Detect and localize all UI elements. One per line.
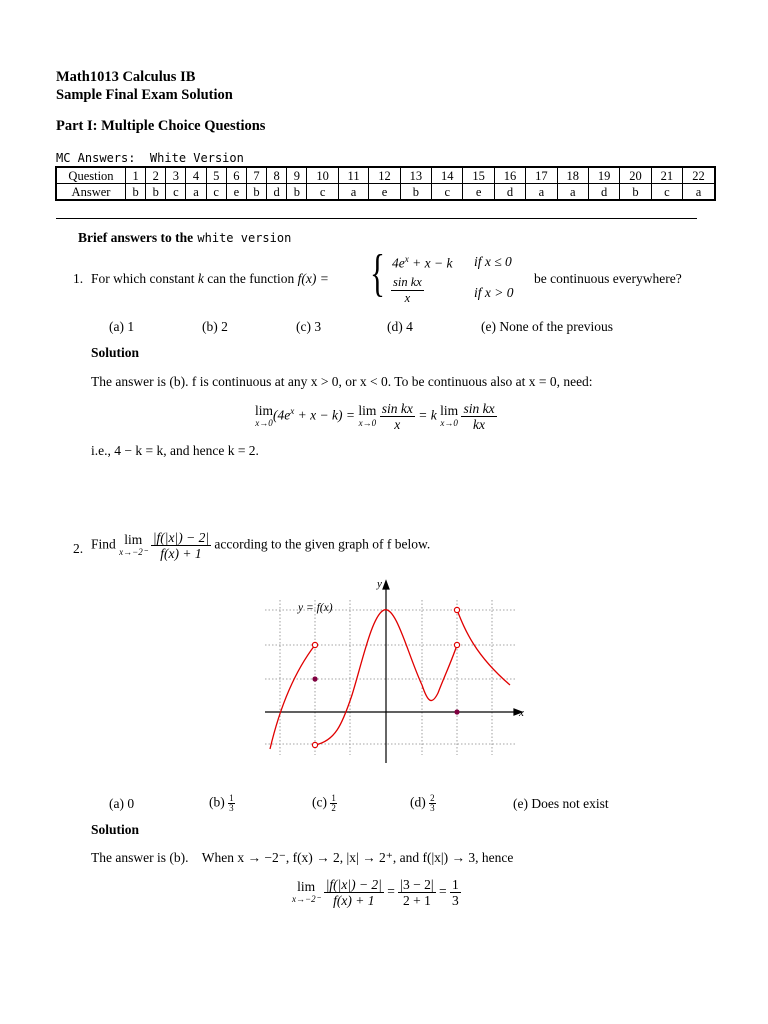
- brief-answers-heading: [78, 230, 291, 246]
- mc-answer-cell: a: [557, 184, 588, 201]
- q2-lim-sub: x→−2⁻: [119, 546, 148, 557]
- q1-solution-heading: Solution: [91, 345, 140, 360]
- brief-version: white version: [197, 231, 292, 245]
- q1-prompt-end: be continuous everywhere?: [534, 271, 682, 286]
- mc-answer-cell: a: [683, 184, 715, 201]
- q1-option-b: (b) 2: [202, 319, 228, 334]
- mc-answer-cell: c: [432, 184, 463, 201]
- closed-point: [454, 709, 459, 714]
- q1-eq-left-rest: + x − k) =: [294, 407, 355, 423]
- q2-number: 2.: [73, 541, 84, 556]
- q2-final-sub: x→−2⁻: [292, 893, 321, 904]
- q2-option-b-label: (b): [209, 794, 225, 810]
- mc-question-number: 5: [206, 167, 226, 184]
- mc-answer-cell: e: [463, 184, 494, 201]
- q2-option-c-num: 1: [331, 793, 336, 803]
- mc-answer-row: [56, 184, 715, 201]
- q1-eq-sub2: x→0: [358, 417, 377, 428]
- q1-prompt: [91, 271, 329, 287]
- q1-option-c: (c) 3: [296, 319, 322, 334]
- q2-prompt-end: according to the given graph of f below.: [214, 536, 431, 552]
- q1-case1-rest: + x − k: [408, 255, 453, 271]
- mc-answer-cell: d: [494, 184, 525, 201]
- q2-frac-den: f(x) + 1: [160, 546, 202, 561]
- mc-question-number: 12: [369, 167, 400, 184]
- q1-case2-den: x: [404, 291, 411, 305]
- q1-case1: [392, 254, 452, 272]
- mc-answer-cell: b: [287, 184, 307, 201]
- q1-eq-lim3: lim: [440, 402, 459, 418]
- mc-answer-cell: c: [307, 184, 338, 201]
- mc-question-number: 22: [683, 167, 715, 184]
- mc-answer-cell: b: [400, 184, 431, 201]
- closed-point: [312, 676, 317, 681]
- q2-option-c-label: (c): [312, 794, 327, 810]
- mc-caption: MC Answers: White Version: [56, 151, 244, 165]
- q2-prompt: [91, 530, 430, 561]
- mc-question-number: 15: [463, 167, 494, 184]
- mc-question-number: 1: [126, 167, 146, 184]
- q1-case2-cond: if x > 0: [474, 285, 514, 300]
- q1-eq-frac2-num: sin kx: [463, 401, 495, 416]
- mc-question-row: [56, 167, 715, 184]
- q2-option-b: [209, 794, 235, 813]
- mc-answer-table: [55, 166, 716, 201]
- mc-answer-cell: c: [166, 184, 186, 201]
- mc-answer-cell: b: [246, 184, 266, 201]
- mc-answer-cell: b: [126, 184, 146, 201]
- mc-question-number: 19: [588, 167, 619, 184]
- mc-question-number: 7: [246, 167, 266, 184]
- q2-option-d: [410, 794, 436, 813]
- q1-number: 1.: [73, 271, 84, 286]
- q2-option-b-num: 1: [229, 793, 234, 803]
- q2-option-d-label: (d): [410, 794, 426, 810]
- q1-case1-exp: x: [404, 254, 409, 264]
- q1-equation: [255, 401, 497, 432]
- q1-eq-sub1: x→0: [255, 417, 273, 428]
- part-heading: Part I: Multiple Choice Questions: [56, 118, 266, 134]
- q2-final-f3-num: 1: [451, 877, 459, 892]
- q2-final-f1-num: |f(|x|) − 2|: [325, 877, 382, 892]
- mc-question-number: 11: [338, 167, 369, 184]
- mc-question-number: 9: [287, 167, 307, 184]
- graph-x-axis-label: x: [519, 707, 524, 719]
- q1-case2-num: sin kx: [393, 275, 422, 289]
- q1-prompt-mid: can the function: [207, 271, 295, 286]
- q2-final-f2-num: |3 − 2|: [400, 877, 434, 892]
- mc-question-number: 10: [307, 167, 338, 184]
- q1-eq-left-exp: x: [290, 406, 295, 417]
- q2-option-d-num: 2: [430, 793, 435, 803]
- open-point: [454, 642, 459, 647]
- q1-solution-line2: i.e., 4 − k = k, and hence k = 2.: [91, 443, 259, 458]
- mc-question-number: 2: [146, 167, 166, 184]
- q1-case1-cond: if x ≤ 0: [474, 254, 512, 269]
- q2-option-a: (a) 0: [109, 796, 135, 811]
- mc-answer-cell: e: [369, 184, 400, 201]
- q1-case2-frac: [391, 275, 424, 306]
- q2-final-f1-den: f(x) + 1: [333, 893, 375, 908]
- q2-final-f2-den: 2 + 1: [402, 893, 431, 908]
- q2-final-equation: lim x→−2⁻ $\frac{|f(|x|) - 2|}{f(x) + 1}$ = $\frac{|3 - 2|}{2 + 1}$ = $\frac{1}{3}$: [292, 877, 459, 908]
- mc-question-number: 20: [620, 167, 651, 184]
- q1-fx: f(x) =: [297, 271, 329, 286]
- q1-eq-sub3: x→0: [440, 417, 458, 428]
- mc-question-number: 21: [651, 167, 682, 184]
- q2-solution-heading: Solution: [91, 822, 140, 837]
- q2-frac-num: |f(|x|) − 2|: [152, 530, 210, 545]
- mc-answer-cell: c: [651, 184, 682, 201]
- q2-lim: lim: [124, 531, 143, 547]
- mc-question-number: 17: [526, 167, 557, 184]
- q2-solution-line: The answer is (b). When x → −2⁻, f(x) → 2, |x| → 2⁺, and f(|x|) → 3, hence: [91, 850, 514, 865]
- q1-eq-mid: = k: [418, 407, 437, 423]
- answer-row-label: Answer: [56, 184, 126, 201]
- q1-eq-left: (4e: [273, 407, 291, 423]
- open-point: [454, 607, 459, 612]
- mc-question-number: 8: [267, 167, 287, 184]
- graph-curve: [270, 610, 510, 749]
- mc-answer-cell: a: [338, 184, 369, 201]
- open-point: [312, 742, 317, 747]
- mc-answer-cell: b: [146, 184, 166, 201]
- q1-option-d: (d) 4: [387, 319, 413, 334]
- mc-question-number: 13: [400, 167, 431, 184]
- q1-brace: {: [370, 245, 385, 302]
- q1-prompt-var: k: [197, 271, 204, 286]
- q2-find: Find: [91, 536, 116, 552]
- graph-grid: [265, 600, 515, 755]
- mc-answer-cell: a: [526, 184, 557, 201]
- q1-prompt-text: For which constant: [91, 271, 195, 286]
- graph-function-label: y = f(x): [298, 602, 333, 614]
- q1-eq-frac1-num: sin kx: [381, 401, 413, 416]
- q2-option-c-den: 2: [331, 803, 336, 813]
- brief-label: Brief answers to the: [78, 230, 194, 245]
- mc-answer-cell: b: [620, 184, 651, 201]
- mc-answer-cell: a: [186, 184, 206, 201]
- q2-final-f3-den: 3: [451, 893, 459, 908]
- course-title: Math1013 Calculus IB: [56, 69, 196, 85]
- q2-option-d-den: 3: [430, 803, 435, 813]
- q1-eq-frac1-den: x: [394, 417, 401, 432]
- q1-eq-lim1: lim: [255, 402, 274, 418]
- divider: [56, 218, 697, 219]
- mc-question-number: 16: [494, 167, 525, 184]
- q2-option-e: (e) Does not exist: [513, 796, 609, 811]
- mc-answer-cell: d: [267, 184, 287, 201]
- q1-option-e: (e) None of the previous: [481, 319, 613, 334]
- mc-question-number: 4: [186, 167, 206, 184]
- open-point: [312, 642, 317, 647]
- graph-y-axis-label: y: [377, 578, 382, 590]
- mc-question-number: 18: [557, 167, 588, 184]
- question-row-label: Question: [56, 167, 126, 184]
- q1-option-a: (a) 1: [109, 319, 135, 334]
- mc-question-number: 14: [432, 167, 463, 184]
- q1-solution-line1: The answer is (b). f is continuous at any x > 0, or x < 0. To be continuous also at x = 0, need:: [91, 374, 593, 389]
- q1-eq-lim2: lim: [358, 402, 377, 418]
- mc-question-number: 6: [226, 167, 246, 184]
- q2-option-c: [312, 794, 337, 813]
- mc-answer-cell: c: [206, 184, 226, 201]
- mc-answer-cell: d: [588, 184, 619, 201]
- mc-answer-cell: e: [226, 184, 246, 201]
- q2-option-b-den: 3: [229, 803, 234, 813]
- mc-question-number: 3: [166, 167, 186, 184]
- q1-case1-a: 4e: [392, 255, 405, 271]
- q2-final-lim: lim: [297, 878, 316, 894]
- exam-subtitle: Sample Final Exam Solution: [56, 87, 233, 103]
- q1-eq-frac2-den: kx: [473, 417, 486, 432]
- q2-function-graph: [260, 575, 540, 765]
